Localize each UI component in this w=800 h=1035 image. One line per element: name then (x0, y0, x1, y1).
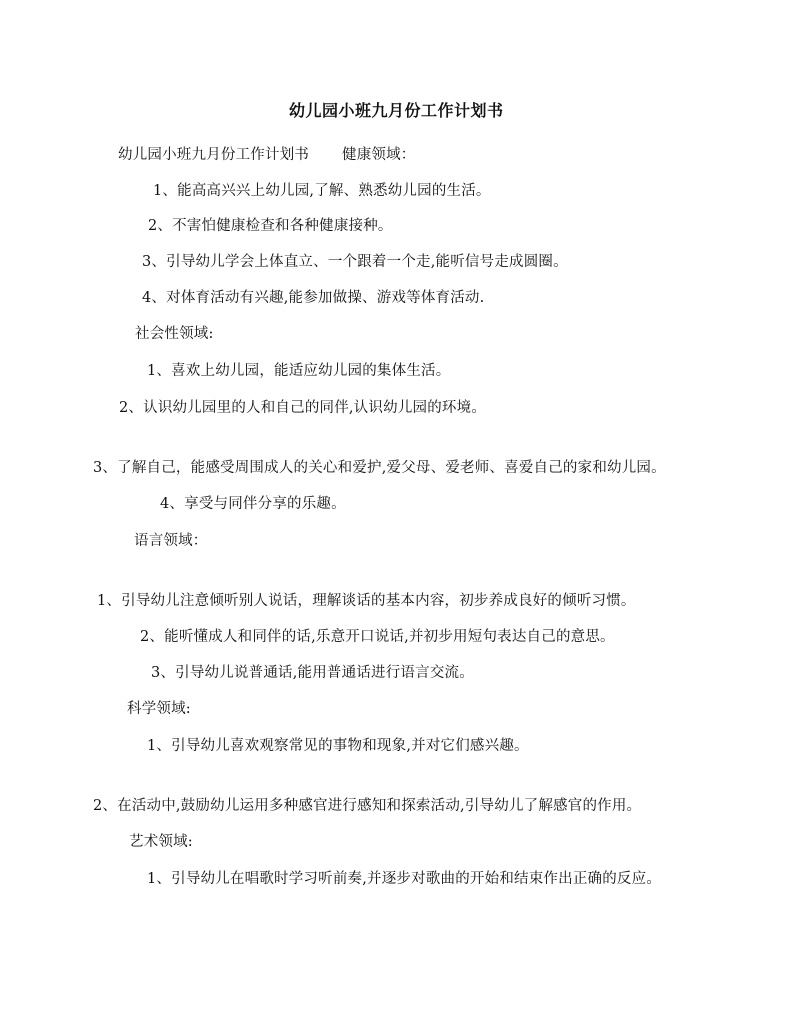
social-item: 4、享受与同伴分享的乐趣。 (160, 496, 346, 512)
health-item: 1、能高高兴兴上幼儿园,了解、熟悉幼儿园的生活。 (153, 183, 491, 199)
health-item: 2、不害怕健康检查和各种健康接种。 (148, 218, 393, 234)
social-item: 3、了解自己，能感受周围成人的关心和爱护,爱父母、爱老师、喜爱自己的家和幼儿园。 (93, 460, 666, 476)
health-item: 3、引导幼儿学会上体直立、一个跟着一个走,能听信号走成圆圈。 (142, 254, 568, 270)
health-heading: 健康领域： (342, 147, 416, 163)
document-title: 幼儿园小班九月份工作计划书 (289, 101, 504, 120)
health-item: 4、对体育活动有兴趣,能参加做操、游戏等体育活动. (142, 290, 485, 306)
social-heading: 社会性领域: (135, 326, 214, 342)
art-heading: 艺术领域: (129, 834, 193, 850)
intro-name: 幼儿园小班九月份工作计划书 (118, 147, 310, 163)
art-item: 1、引导幼儿在唱歌时学习听前奏,并逐步对歌曲的开始和结束作出正确的反应。 (147, 871, 662, 887)
language-item: 1、引导幼儿注意倾听别人说话，理解谈话的基本内容，初步养成良好的倾听习惯。 (97, 593, 636, 609)
science-item: 1、引导幼儿喜欢观察常见的事物和现象,并对它们感兴趣。 (147, 738, 529, 754)
social-item: 2、认识幼儿园里的人和自己的同伴,认识幼儿园的环境。 (119, 400, 487, 416)
language-item: 3、引导幼儿说普通话,能用普通话进行语言交流。 (151, 665, 474, 681)
language-item: 2、能听懂成人和同伴的话,乐意开口说话,并初步用短句表达自己的意思。 (140, 629, 615, 645)
science-item: 2、在活动中,鼓励幼儿运用多种感官进行感知和探索活动,引导幼儿了解感官的作用。 (93, 798, 642, 814)
science-heading: 科学领域: (127, 701, 191, 717)
social-item: 1、喜欢上幼儿园，能适应幼儿园的集体生活。 (147, 363, 451, 379)
language-heading: 语言领域： (134, 533, 208, 549)
